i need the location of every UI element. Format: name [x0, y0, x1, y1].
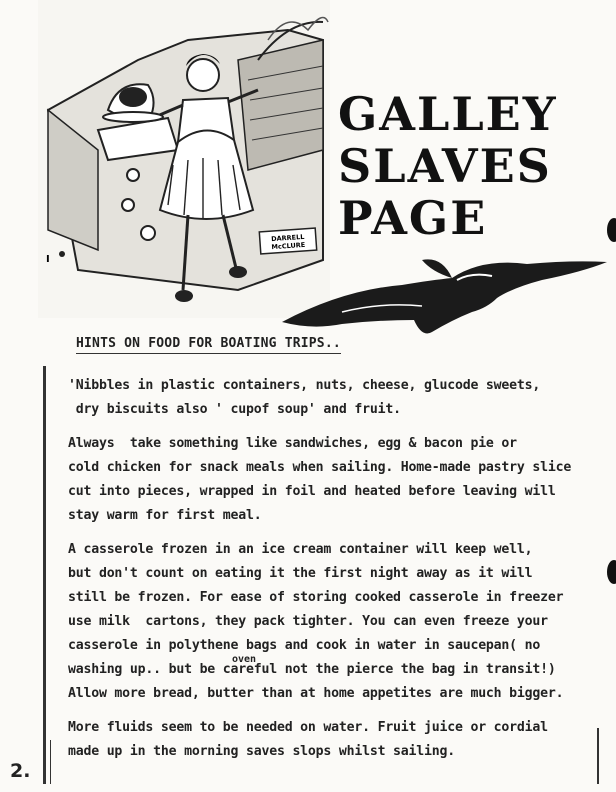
paragraph-sandwiches: Always take something like sandwiches, egg & bacon pie or cold chicken for snack meals when sailing. Home-made pastry slice cut into pieces, wrapped in foil and heated before leaving will stay warm for first meal.	[68, 436, 572, 523]
masthead-line-slaves: SLAVES	[338, 139, 552, 193]
paragraph-fluids: More fluids seem to be needed on water. Fruit juice or cordial made up in the morning saves slops whilst sailing.	[68, 720, 548, 759]
article-heading: HINTS ON FOOD FOR BOATING TRIPS..	[76, 336, 341, 354]
paragraph-casserole: A casserole frozen in an ice cream container will keep well, but don't count on eating it the first night away as it will still be frozen. For ease of storing cooked casserole in freezer use milk cartons, they pack tighter. You can even freeze your casserole in polythene bags and cook in water in saucepan( no washing up.. but be careful not the pierce the bag in transit!) Allow more bread, butter than at home appetites are much bigger.	[68, 542, 564, 701]
svg-text:I: I	[46, 254, 50, 265]
masthead-line-galley: GALLEY	[338, 87, 558, 141]
left-margin-rule-short	[50, 740, 51, 784]
seagull-illustration	[282, 250, 612, 340]
page-masthead	[338, 88, 598, 244]
paragraph-nibbles: 'Nibbles in plastic containers, nuts, cheese, glucode sweets, dry biscuits also ' cupof soup' and fruit.	[68, 378, 541, 417]
handwritten-insertion: oven	[232, 654, 257, 665]
svg-text:McCLURE: McCLURE	[271, 240, 306, 252]
binder-hole	[607, 560, 616, 584]
article-body	[68, 374, 608, 774]
binder-hole	[607, 218, 616, 242]
masthead-line-page: PAGE	[338, 191, 488, 245]
page-number: 2.	[10, 760, 31, 782]
left-margin-rule	[43, 366, 46, 784]
svg-text:DARRELL: DARRELL	[270, 232, 305, 244]
